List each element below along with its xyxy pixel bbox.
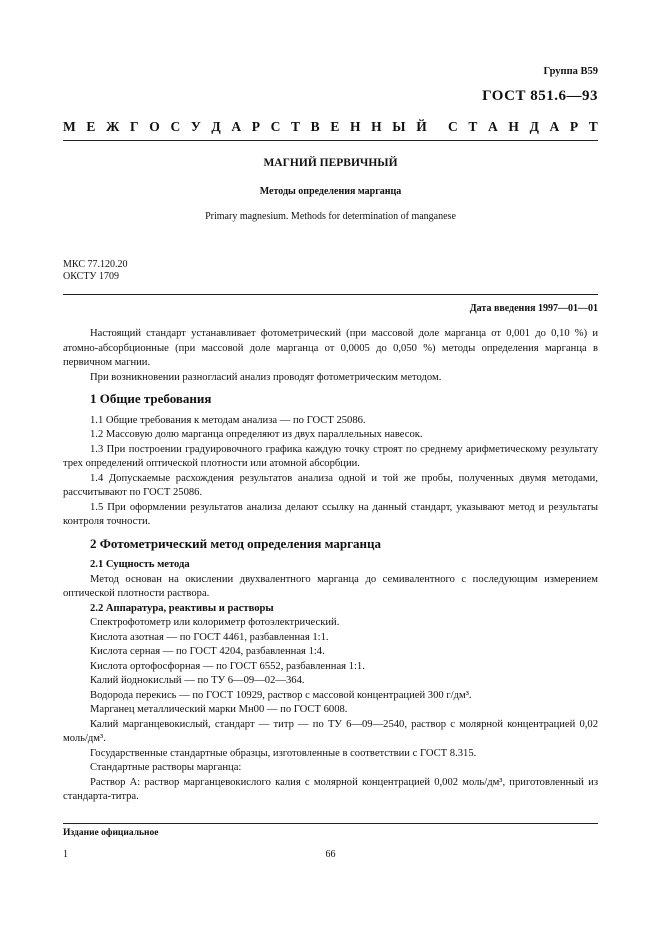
heading-letter: Н [508, 119, 519, 134]
group-code: Группа В59 [543, 66, 598, 77]
reagent-item: Водорода перекись — по ГОСТ 10929, раствор с массовой концентрацией 300 г/дм³. [90, 689, 472, 701]
heading-letter: Е [330, 119, 340, 134]
subsection-heading: 2.1 Сущность метода [90, 559, 190, 570]
footer-rule [63, 823, 598, 824]
reagent-item: Кислота азотная — по ГОСТ 4461, разбавленная 1:1. [90, 631, 329, 643]
mks-code: МКС 77.120.20 [63, 259, 128, 270]
clause: 1.5 При оформлении результатов анализа делают ссылку на данный стандарт, указывают метод и результаты контроля точности. [63, 501, 598, 527]
section-heading: 1 Общие требования [90, 391, 212, 406]
heading-letter: Т [588, 119, 598, 134]
reagent-item: Спектрофотометр или колориметр фотоэлектрический. [90, 617, 340, 628]
clause: 1.3 При построении градуировочного графика каждую точку строят по среднему арифметическому результату трех определений оптической плотности или атомной абсорбции. [63, 443, 598, 469]
interstate-standard-heading [63, 119, 598, 135]
heading-letter: Ы [392, 119, 406, 134]
heading-letter: Д [211, 119, 221, 134]
subsection-heading: 2.2 Аппаратура, реактивы и растворы [90, 602, 274, 614]
heading-letter: Е [86, 119, 96, 134]
clause: 1.2 Массовую долю марганца определяют из двух параллельных навесок. [90, 429, 423, 440]
classification-codes [63, 259, 127, 283]
heading-letter: Т [468, 119, 478, 134]
heading-letter: С [447, 119, 458, 134]
heading-letter: Р [251, 119, 260, 134]
clause: 1.4 Допускаемые расхождения результатов анализа одной и той же пробы, полученных двумя методами, рассчитывают по ГОСТ 25086. [63, 472, 598, 498]
reagent-item: Марганец металлический марки Мн00 — по ГОСТ 6008. [90, 704, 348, 715]
english-title: Primary magnesium. Methods for determination of manganese [205, 211, 456, 222]
document-body [63, 327, 598, 805]
heading-letter: Д [529, 119, 539, 134]
intro-paragraph: При возникновении разногласий анализ проводят фотометрическим методом. [90, 371, 442, 383]
section-heading: 2 Фотометрический метод определения марганца [90, 535, 382, 551]
page-number: 66 [325, 849, 336, 860]
heading-letter: Ж [106, 119, 120, 134]
reagent-list [63, 616, 598, 805]
heading-letter: С [170, 119, 181, 134]
heading-letter: М [63, 119, 76, 134]
header-rule [63, 140, 598, 141]
heading-letter: В [310, 119, 320, 134]
heading-letter: А [549, 119, 560, 134]
gost-number: ГОСТ 851.6—93 [482, 88, 598, 104]
reagent-item: Государственные стандартные образцы, изготовленные в соответствии с ГОСТ 8.315. [90, 747, 477, 759]
heading-letter: С [270, 119, 281, 134]
heading-letter: Т [291, 119, 301, 134]
heading-letter: Н [371, 119, 382, 134]
document-title: МАГНИЙ ПЕРВИЧНЫЙ [263, 157, 398, 169]
document-subtitle: Методы определения марганца [259, 186, 402, 197]
heading-letter: Н [349, 119, 361, 134]
intro-paragraph: Настоящий стандарт устанавливает фотометрический (при массовой доле марганца от 0,001 до 0,10 %) и атомно-абсорбционные (при массовой доле марганца от 0,0005 до 0,050 %) методы определения марганца в первичном магнии. [63, 328, 598, 368]
sheet-number: 1 [63, 849, 68, 860]
heading-letter: Р [569, 119, 579, 134]
clause: 1.1 Общие требования к методам анализа — по ГОСТ 25086. [90, 414, 366, 426]
reagent-item: Калий йоднокислый — по ТУ 6—09—02—364. [90, 675, 305, 686]
reagent-item: Калий марганцевокислый, стандарт — титр — по ТУ 6—09—2540, раствор с молярной концентрацией 0,02 моль/дм³. [63, 718, 598, 744]
codes-rule [63, 294, 598, 295]
reagent-item: Кислота ортофосфорная — по ГОСТ 6552, разбавленная 1:1. [90, 660, 365, 672]
reagent-item: Кислота серная — по ГОСТ 4204, разбавленная 1:4. [90, 646, 325, 657]
heading-letter: У [190, 119, 201, 134]
heading-letter: А [231, 119, 242, 134]
introduction-date: Дата введения 1997—01—01 [469, 303, 598, 314]
edition-label: Издание официальное [63, 828, 159, 838]
heading-letter: А [488, 119, 498, 134]
clause: Метод основан на окислении двухвалентного марганца до семивалентного с последующим измерением оптической плотности раствора. [63, 573, 598, 599]
heading-letter: О [149, 119, 160, 134]
heading-letter: Й [416, 119, 427, 134]
okstu-code: ОКСТУ 1709 [63, 271, 120, 282]
reagent-item: Стандартные растворы марганца: [90, 762, 242, 773]
heading-letter: Г [130, 119, 139, 134]
reagent-item: Раствор А: раствор марганцевокислого калия с молярной концентрацией 0,002 моль/дм³, приготовленный из стандарта-титра. [63, 776, 598, 802]
